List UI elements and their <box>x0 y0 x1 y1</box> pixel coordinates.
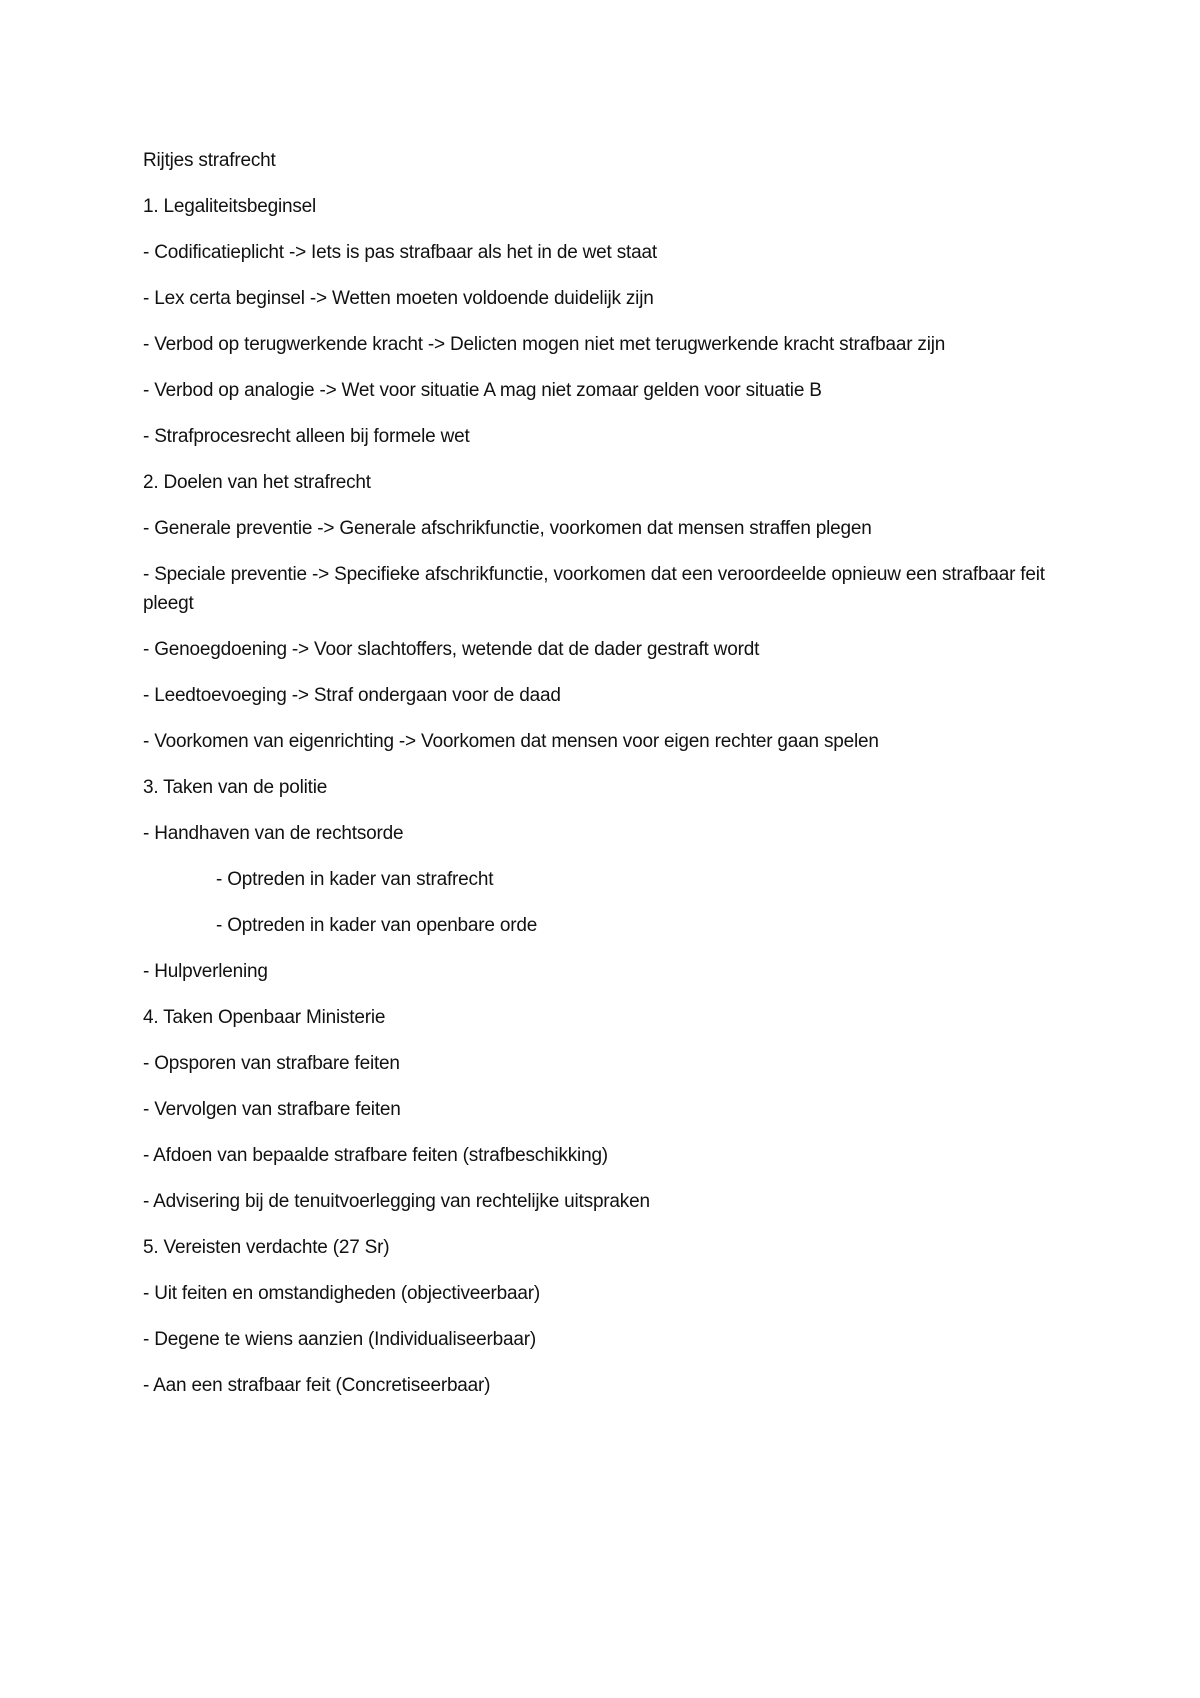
document-title: Rijtjes strafrecht <box>143 150 276 171</box>
list-item: - Handhaven van de rechtsorde <box>143 823 404 844</box>
sub-list-item: - Optreden in kader van openbare orde <box>216 915 538 936</box>
section-heading: 1. Legaliteitsbeginsel <box>143 196 317 217</box>
list-item: - Verbod op terugwerkende kracht -> Delicten mogen niet met terugwerkende kracht strafbaar zijn <box>143 334 946 355</box>
list-item: - Aan een strafbaar feit (Concretiseerbaar) <box>143 1375 491 1396</box>
document-body <box>143 146 1073 1417</box>
list-item: - Opsporen van strafbare feiten <box>143 1053 400 1074</box>
list-item: - Generale preventie -> Generale afschrikfunctie, voorkomen dat mensen straffen plegen <box>143 518 872 539</box>
list-item: - Lex certa beginsel -> Wetten moeten voldoende duidelijk zijn <box>143 288 654 309</box>
list-item: - Codificatieplicht -> Iets is pas strafbaar als het in de wet staat <box>143 242 657 263</box>
list-item: - Strafprocesrecht alleen bij formele wet <box>143 426 470 447</box>
list-item: - Leedtoevoeging -> Straf ondergaan voor de daad <box>143 685 561 706</box>
list-item: - Advisering bij de tenuitvoerlegging van rechtelijke uitspraken <box>143 1191 650 1212</box>
list-item: - Speciale preventie -> Specifieke afschrikfunctie, voorkomen dat een veroordeelde opnieuw een strafbaar feit pleegt <box>143 564 1045 614</box>
section-heading: 2. Doelen van het strafrecht <box>143 472 371 493</box>
section-heading: 3. Taken van de politie <box>143 777 328 798</box>
list-item: - Verbod op analogie -> Wet voor situatie A mag niet zomaar gelden voor situatie B <box>143 380 822 401</box>
section-heading: 5. Vereisten verdachte (27 Sr) <box>143 1237 390 1258</box>
list-item: - Uit feiten en omstandigheden (objectiveerbaar) <box>143 1283 541 1304</box>
list-item: - Genoegdoening -> Voor slachtoffers, wetende dat de dader gestraft wordt <box>143 639 760 660</box>
list-item: - Degene te wiens aanzien (Individualiseerbaar) <box>143 1329 536 1350</box>
list-item: - Vervolgen van strafbare feiten <box>143 1099 401 1120</box>
sub-list-item: - Optreden in kader van strafrecht <box>216 869 494 890</box>
section-heading: 4. Taken Openbaar Ministerie <box>143 1007 386 1028</box>
list-item: - Voorkomen van eigenrichting -> Voorkomen dat mensen voor eigen rechter gaan spelen <box>143 731 879 752</box>
list-item: - Afdoen van bepaalde strafbare feiten (strafbeschikking) <box>143 1145 608 1166</box>
list-item: - Hulpverlening <box>143 961 268 982</box>
